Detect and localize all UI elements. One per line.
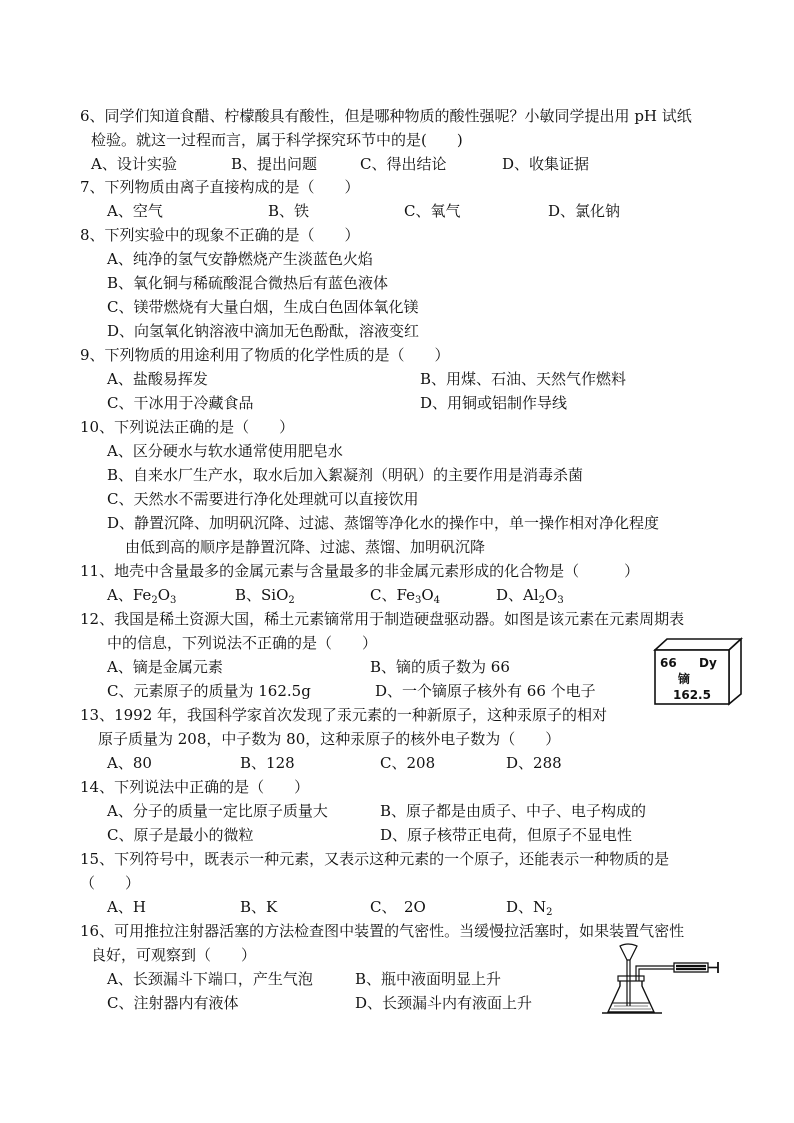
q10-option-c: C、天然水不需要进行净化处理就可以直接饮用 [107,490,419,508]
q9-option-b: B、用煤、石油、天然气作燃料 [420,370,627,388]
q6-option-a: A、设计实验 [91,155,177,173]
q11-option-d: D、$Al_2O_3$ [496,586,564,606]
q16-stem-line2: 良好，可观察到（ ） [91,946,257,964]
q9-option-d: D、用铜或铝制作导线 [420,394,568,412]
q12-option-c: C、元素原子的质量为 162.5g [107,682,311,700]
q15-stem-line1: 15、下列符号中，既表示一种元素，又表示这种元素的一个原子，还能表示一种物质的是 [80,850,670,868]
q7-option-d: D、氯化钠 [548,202,621,220]
q13-option-b: B、128 [240,754,295,772]
q16-option-d: D、长颈漏斗内有液面上升 [355,994,533,1012]
q11-option-c: C、$Fe_3O_4$ [370,586,441,606]
q16-option-b: B、瓶中液面明显上升 [355,970,502,988]
flask-syringe-apparatus-icon [600,940,725,1018]
q10-stem: 10、下列说法正确的是（ ） [80,418,295,436]
q13-option-c: C、208 [380,754,436,772]
q10-option-d-line1: D、静置沉降、加明矾沉降、过滤、蒸馏等净化水的操作中，单一操作相对净化程度 [107,514,660,532]
q12-stem-line1: 12、我国是稀土资源大国，稀土元素镝常用于制造硬盘驱动器。如图是该元素在元素周期表 [80,610,685,628]
q15-option-a: A、H [107,898,146,916]
q6-option-d: D、收集证据 [502,155,590,173]
tile-atomic-number: 66 [660,656,677,670]
q7-option-b: B、铁 [268,202,310,220]
q8-option-d: D、向氢氧化钠溶液中滴加无色酚酞，溶液变红 [107,322,420,340]
q6-stem-line1: 6、同学们知道食醋、柠檬酸具有酸性，但是哪种物质的酸性强呢？小敏同学提出用 pH 试纸 [80,107,692,125]
q16-stem-line1: 16、可用推拉注射器活塞的方法检查图中装置的气密性。当缓慢拉活塞时，如果装置气密性 [80,922,685,940]
q14-stem: 14、下列说法中正确的是（ ） [80,778,310,796]
q7-option-a: A、空气 [107,202,163,220]
q9-stem: 9、下列物质的用途利用了物质的化学性质的是（ ） [80,346,450,364]
q6-option-b: B、提出问题 [231,155,318,173]
q14-option-d: D、原子核带正电荷，但原子不显电性 [380,826,633,844]
q14-option-a: A、分子的质量一定比原子质量大 [107,802,328,820]
q13-stem-line2: 原子质量为 208，中子数为 80，这种汞原子的核外电子数为（ ） [98,730,561,748]
q6-stem-line2: 检验。就这一过程而言，属于科学探究环节中的是( ) [91,131,463,149]
q15-stem-line2: （ ） [80,874,141,892]
q13-option-a: A、80 [107,754,152,772]
q15-option-b: B、K [240,898,278,916]
q9-option-a: A、盐酸易挥发 [107,370,208,388]
q11-stem: 11、地壳中含量最多的金属元素与含量最多的非金属元素形成的化合物是（ ） [80,562,640,580]
q7-option-c: C、氧气 [404,202,461,220]
q16-option-c: C、注射器内有液体 [107,994,239,1012]
tile-atomic-mass: 162.5 [673,688,711,702]
q7-stem: 7、下列物质由离子直接构成的是（ ） [80,178,360,196]
tile-element-name: 镝 [678,672,691,686]
q9-option-c: C、干冰用于冷藏食品 [107,394,254,412]
q10-option-b: B、自来水厂生产水，取水后加入絮凝剂（明矾）的主要作用是消毒杀菌 [107,466,584,484]
q8-option-b: B、氧化铜与稀硫酸混合微热后有蓝色液体 [107,274,389,292]
q8-stem: 8、下列实验中的现象不正确的是（ ） [80,226,360,244]
q16-option-a: A、长颈漏斗下端口，产生气泡 [107,970,313,988]
q6-option-c: C、得出结论 [360,155,447,173]
q13-stem-line1: 13、1992 年，我国科学家首次发现了汞元素的一种新原子，这种汞原子的相对 [80,706,608,724]
q12-option-b: B、镝的质子数为 66 [370,658,510,676]
q15-option-c: C、 2O [370,898,426,916]
q14-option-b: B、原子都是由质子、中子、电子构成的 [380,802,647,820]
q10-option-a: A、区分硬水与软水通常使用肥皂水 [107,442,343,460]
q10-option-d-line2: 由低到高的顺序是静置沉降、过滤、蒸馏、加明矾沉降 [125,538,486,556]
q12-option-a: A、镝是金属元素 [107,658,223,676]
dysprosium-element-tile [653,636,743,706]
q8-option-a: A、纯净的氢气安静燃烧产生淡蓝色火焰 [107,250,373,268]
q8-option-c: C、镁带燃烧有大量白烟，生成白色固体氧化镁 [107,298,419,316]
q15-option-d: D、$N_2$ [506,898,553,918]
q13-option-d: D、288 [506,754,562,772]
q14-option-c: C、原子是最小的微粒 [107,826,254,844]
q11-option-b: B、SiO$_2$ [235,586,295,606]
tile-symbol: Dy [699,656,717,670]
q12-option-d: D、一个镝原子核外有 66 个电子 [375,682,596,700]
q11-option-a: A、$Fe_2O_3$ [107,586,177,606]
q12-stem-line2: 中的信息，下列说法不正确的是（ ） [107,634,378,652]
